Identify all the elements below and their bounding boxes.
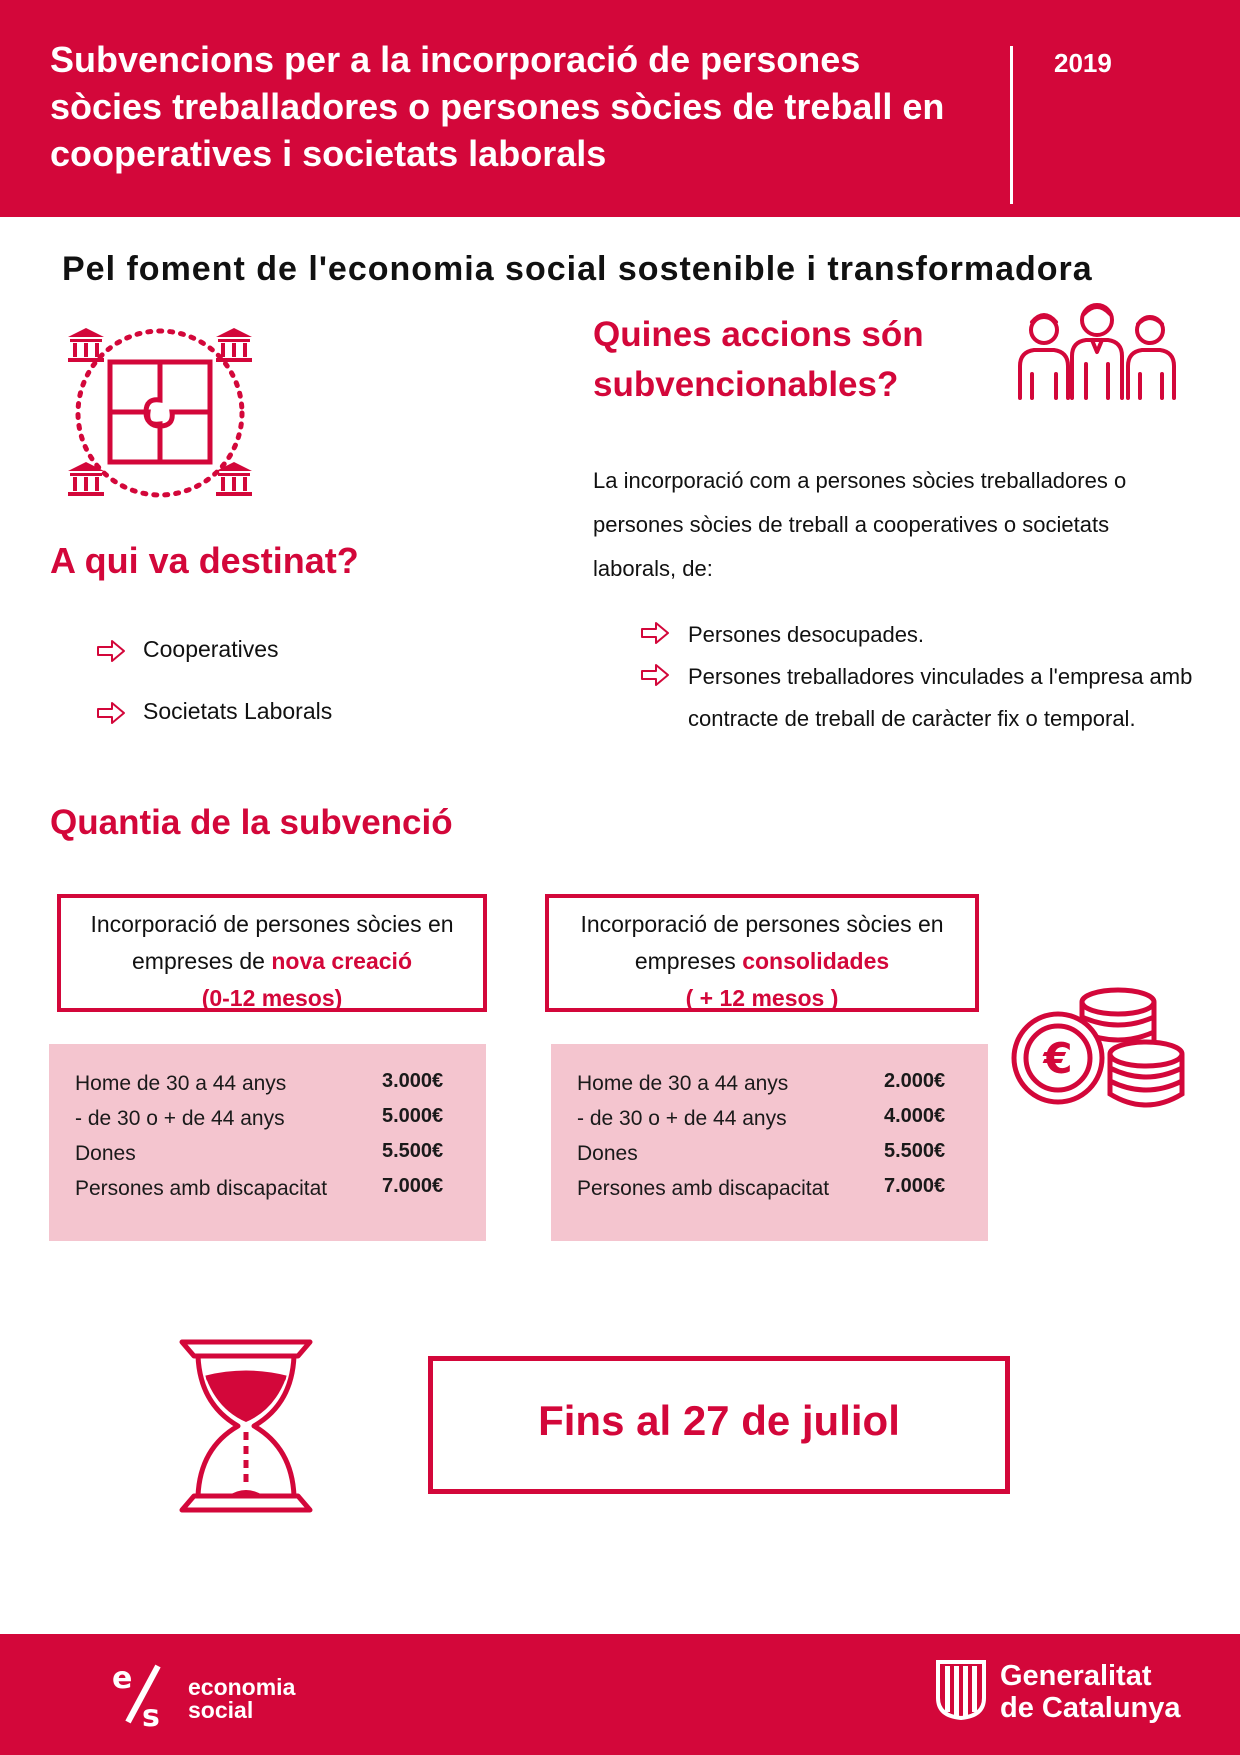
amount-heading: Quantia de la subvenció xyxy=(50,803,453,842)
table-row xyxy=(49,1107,486,1142)
action-item-text: Persones desocupades. xyxy=(688,622,925,647)
row-label: - de 30 o + de 44 anys xyxy=(75,1107,285,1130)
new-companies-amount-table xyxy=(49,1044,486,1241)
box-accent: nova creació xyxy=(271,948,412,974)
es-line1: economia xyxy=(188,1674,296,1700)
box-accent: consolidades xyxy=(742,948,890,974)
actions-list xyxy=(640,614,1200,740)
generalitat-logo-mark xyxy=(934,1658,988,1720)
economia-social-logo xyxy=(112,1660,312,1730)
box-line xyxy=(549,943,975,980)
list-item xyxy=(96,636,332,698)
box-period: (0-12 mesos) xyxy=(201,985,343,1011)
row-value: 4.000€ xyxy=(884,1105,946,1127)
list-item xyxy=(640,656,1200,740)
row-label: Dones xyxy=(577,1142,638,1165)
table-row xyxy=(551,1177,988,1212)
es-line2: social xyxy=(188,1697,254,1723)
arrow-right-icon xyxy=(640,660,670,690)
row-value: 5.500€ xyxy=(382,1140,444,1162)
actions-intro: La incorporació com a persones sòcies treballadores o persones sòcies de treball a cooperatives o societats laborals, de: xyxy=(593,468,1127,581)
table-row xyxy=(49,1072,486,1107)
box-line xyxy=(61,943,483,980)
svg-text:e: e xyxy=(112,1661,133,1696)
action-item-text: Persones treballadores vinculades a l'empresa amb contracte de treball de caràcter fix o temporal. xyxy=(688,664,1193,731)
row-label: - de 30 o + de 44 anys xyxy=(577,1107,787,1130)
box-period: ( + 12 mesos ) xyxy=(685,985,839,1011)
page-title: Subvencions per a la incorporació de persones sòcies treballadores o persones sòcies de treball en cooperatives i societats laborals xyxy=(50,39,945,174)
target-item-text: Societats Laborals xyxy=(143,698,333,724)
generalitat-logo xyxy=(934,1654,1194,1736)
arrow-right-icon xyxy=(96,698,126,728)
row-label: Home de 30 a 44 anys xyxy=(577,1072,789,1095)
target-item-text: Cooperatives xyxy=(143,636,279,662)
footer-banner xyxy=(0,1634,1240,1755)
puzzle-buildings-icon xyxy=(66,322,254,504)
table-row xyxy=(551,1107,988,1142)
row-label: Home de 30 a 44 anys xyxy=(75,1072,287,1095)
people-group-icon xyxy=(1012,300,1182,402)
box-prefix: empreses xyxy=(634,948,743,974)
header-year: 2019 xyxy=(1054,48,1112,78)
row-value: 7.000€ xyxy=(382,1175,444,1197)
box-line: Incorporació de persones sòcies en xyxy=(580,911,944,937)
table-row xyxy=(49,1177,486,1212)
row-label: Persones amb discapacitat xyxy=(577,1177,830,1200)
list-item xyxy=(96,698,332,760)
consolidated-companies-box xyxy=(545,894,979,1012)
actions-heading: Quines accions són subvencionables? xyxy=(593,315,924,404)
row-value: 2.000€ xyxy=(884,1070,946,1092)
arrow-right-icon xyxy=(96,636,126,666)
consolidated-companies-amount-table xyxy=(551,1044,988,1241)
row-label: Dones xyxy=(75,1142,136,1165)
gen-line2: de Catalunya xyxy=(1000,1692,1181,1724)
deadline-text: Fins al 27 de juliol xyxy=(538,1397,900,1444)
row-value: 3.000€ xyxy=(382,1070,444,1092)
table-row xyxy=(551,1142,988,1177)
table-row xyxy=(551,1072,988,1107)
box-prefix: empreses de xyxy=(132,948,272,974)
row-value: 5.000€ xyxy=(382,1105,444,1127)
header-banner xyxy=(0,0,1240,217)
target-list xyxy=(96,636,332,760)
subtitle: Pel foment de l'economia social sostenible i transformadora xyxy=(62,250,1093,288)
es-logo-mark xyxy=(112,1660,172,1730)
new-companies-box xyxy=(57,894,487,1012)
arrow-right-icon xyxy=(640,618,670,648)
svg-text:€: € xyxy=(1043,1034,1073,1083)
table-row xyxy=(49,1142,486,1177)
euro-coins-icon xyxy=(1008,984,1188,1112)
es-logo-text xyxy=(188,1676,295,1722)
gen-line1: Generalitat xyxy=(1000,1660,1152,1692)
generalitat-logo-text xyxy=(1000,1660,1181,1724)
hourglass-icon xyxy=(178,1338,314,1514)
deadline-box xyxy=(428,1356,1010,1494)
row-label: Persones amb discapacitat xyxy=(75,1177,328,1200)
list-item xyxy=(640,614,1200,656)
row-value: 5.500€ xyxy=(884,1140,946,1162)
svg-text:s: s xyxy=(142,1699,160,1730)
box-line: Incorporació de persones sòcies en xyxy=(90,911,454,937)
row-value: 7.000€ xyxy=(884,1175,946,1197)
header-divider xyxy=(1010,46,1013,204)
target-heading: A qui va destinat? xyxy=(50,540,359,581)
